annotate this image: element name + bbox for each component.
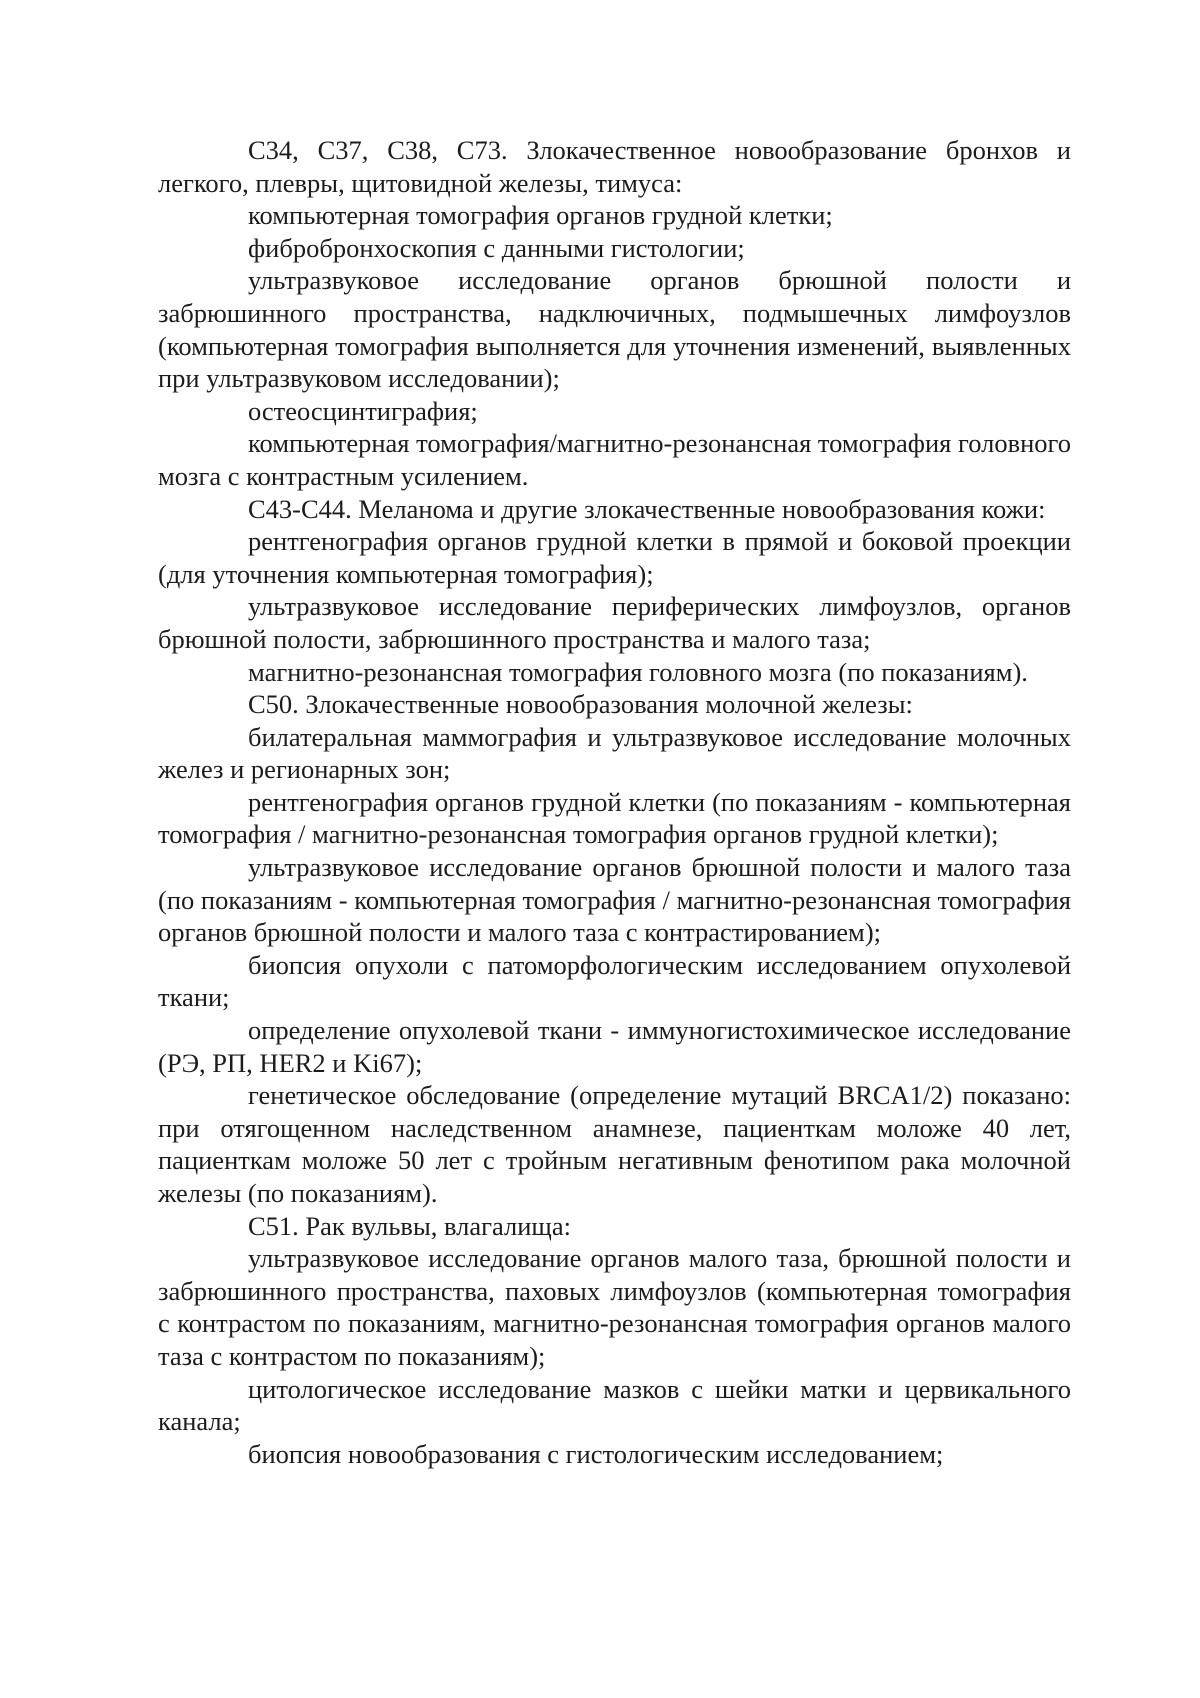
paragraph-ct-chest: компьютерная томография органов грудной клетки; bbox=[248, 200, 833, 231]
paragraph-c43-heading: С43-С44. Меланома и другие злокачественные новообразования кожи: bbox=[248, 493, 1046, 524]
paragraph-bronchoscopy: фибробронхоскопия с данными гистологии; bbox=[248, 232, 745, 263]
paragraph-osteoscintigraphy: остеосцинтиграфия; bbox=[248, 395, 478, 426]
paragraph-c51-heading: С51. Рак вульвы, влагалища: bbox=[248, 1210, 571, 1241]
paragraph-c50-heading: С50. Злокачественные новообразования молочной железы: bbox=[248, 689, 913, 720]
paragraph-ihc: определение опухолевой ткани - иммуногистохимическое исследование (РЭ, РП, HER2 и Ki67); bbox=[158, 1015, 1071, 1078]
document-body bbox=[158, 134, 1071, 1470]
paragraph-xray-chest-c50: рентгенография органов грудной клетки (по показаниям - компьютерная томография / магнитно-резонансная томография органов грудной клетки); bbox=[158, 786, 1071, 850]
paragraph-mri-brain: магнитно-резонансная томография головного мозга (по показаниям). bbox=[248, 656, 1028, 687]
paragraph-biopsy-tumor: биопсия опухоли с патоморфологическим исследованием опухолевой ткани; bbox=[158, 949, 1071, 1013]
paragraph-ultrasound-c51: ультразвуковое исследование органов малого таза, брюшной полости и забрюшинного пространства, паховых лимфоузлов (компьютерная томография с контрастом по показаниям, магнитно-резонансная томография органов малого таза с контрастом по показаниям); bbox=[158, 1243, 1071, 1371]
paragraph-ultrasound-pelvis: ультразвуковое исследование органов брюшной полости и малого таза (по показаниям - компьютерная томография / магнитно-резонансная томография органов брюшной полости и малого таза с контрастированием); bbox=[158, 852, 1071, 948]
paragraph-cytology: цитологическое исследование мазков с шейки матки и цервикального канала; bbox=[158, 1373, 1071, 1437]
paragraph-mammography: билатеральная маммография и ультразвуковое исследование молочных желез и регионарных зон; bbox=[158, 721, 1071, 785]
paragraph-biopsy-histology: биопсия новообразования с гистологическим исследованием; bbox=[248, 1438, 944, 1469]
paragraph-ultrasound-abdominal: ультразвуковое исследование органов брюшной полости и забрюшинного пространства, надключичных, подмышечных лимфоузлов (компьютерная томография выполняется для уточнения изменений, выявленных при ультразвуковом исследовании); bbox=[158, 265, 1071, 394]
paragraph-c34-heading: С34, С37, С38, С73. Злокачественное новообразование бронхов и легкого, плевры, щитовидной железы, тимуса: bbox=[158, 135, 1071, 198]
paragraph-ultrasound-lymph: ультразвуковое исследование периферических лимфоузлов, органов брюшной полости, забрюшинного пространства и малого таза; bbox=[158, 591, 1071, 654]
paragraph-genetic: генетическое обследование (определение мутаций BRCA1/2) показано: при отягощенном наследственном анамнезе, пациенткам моложе 40 лет, пациенткам моложе 50 лет с тройным негативным фенотипом рака молочной железы (по показаниям). bbox=[158, 1080, 1071, 1208]
paragraph-ct-mri-brain: компьютерная томография/магнитно-резонансная томография головного мозга с контрастным усилением. bbox=[158, 428, 1071, 491]
paragraph-xray-chest: рентгенография органов грудной клетки в прямой и боковой проекции (для уточнения компьютерная томография); bbox=[158, 526, 1071, 589]
